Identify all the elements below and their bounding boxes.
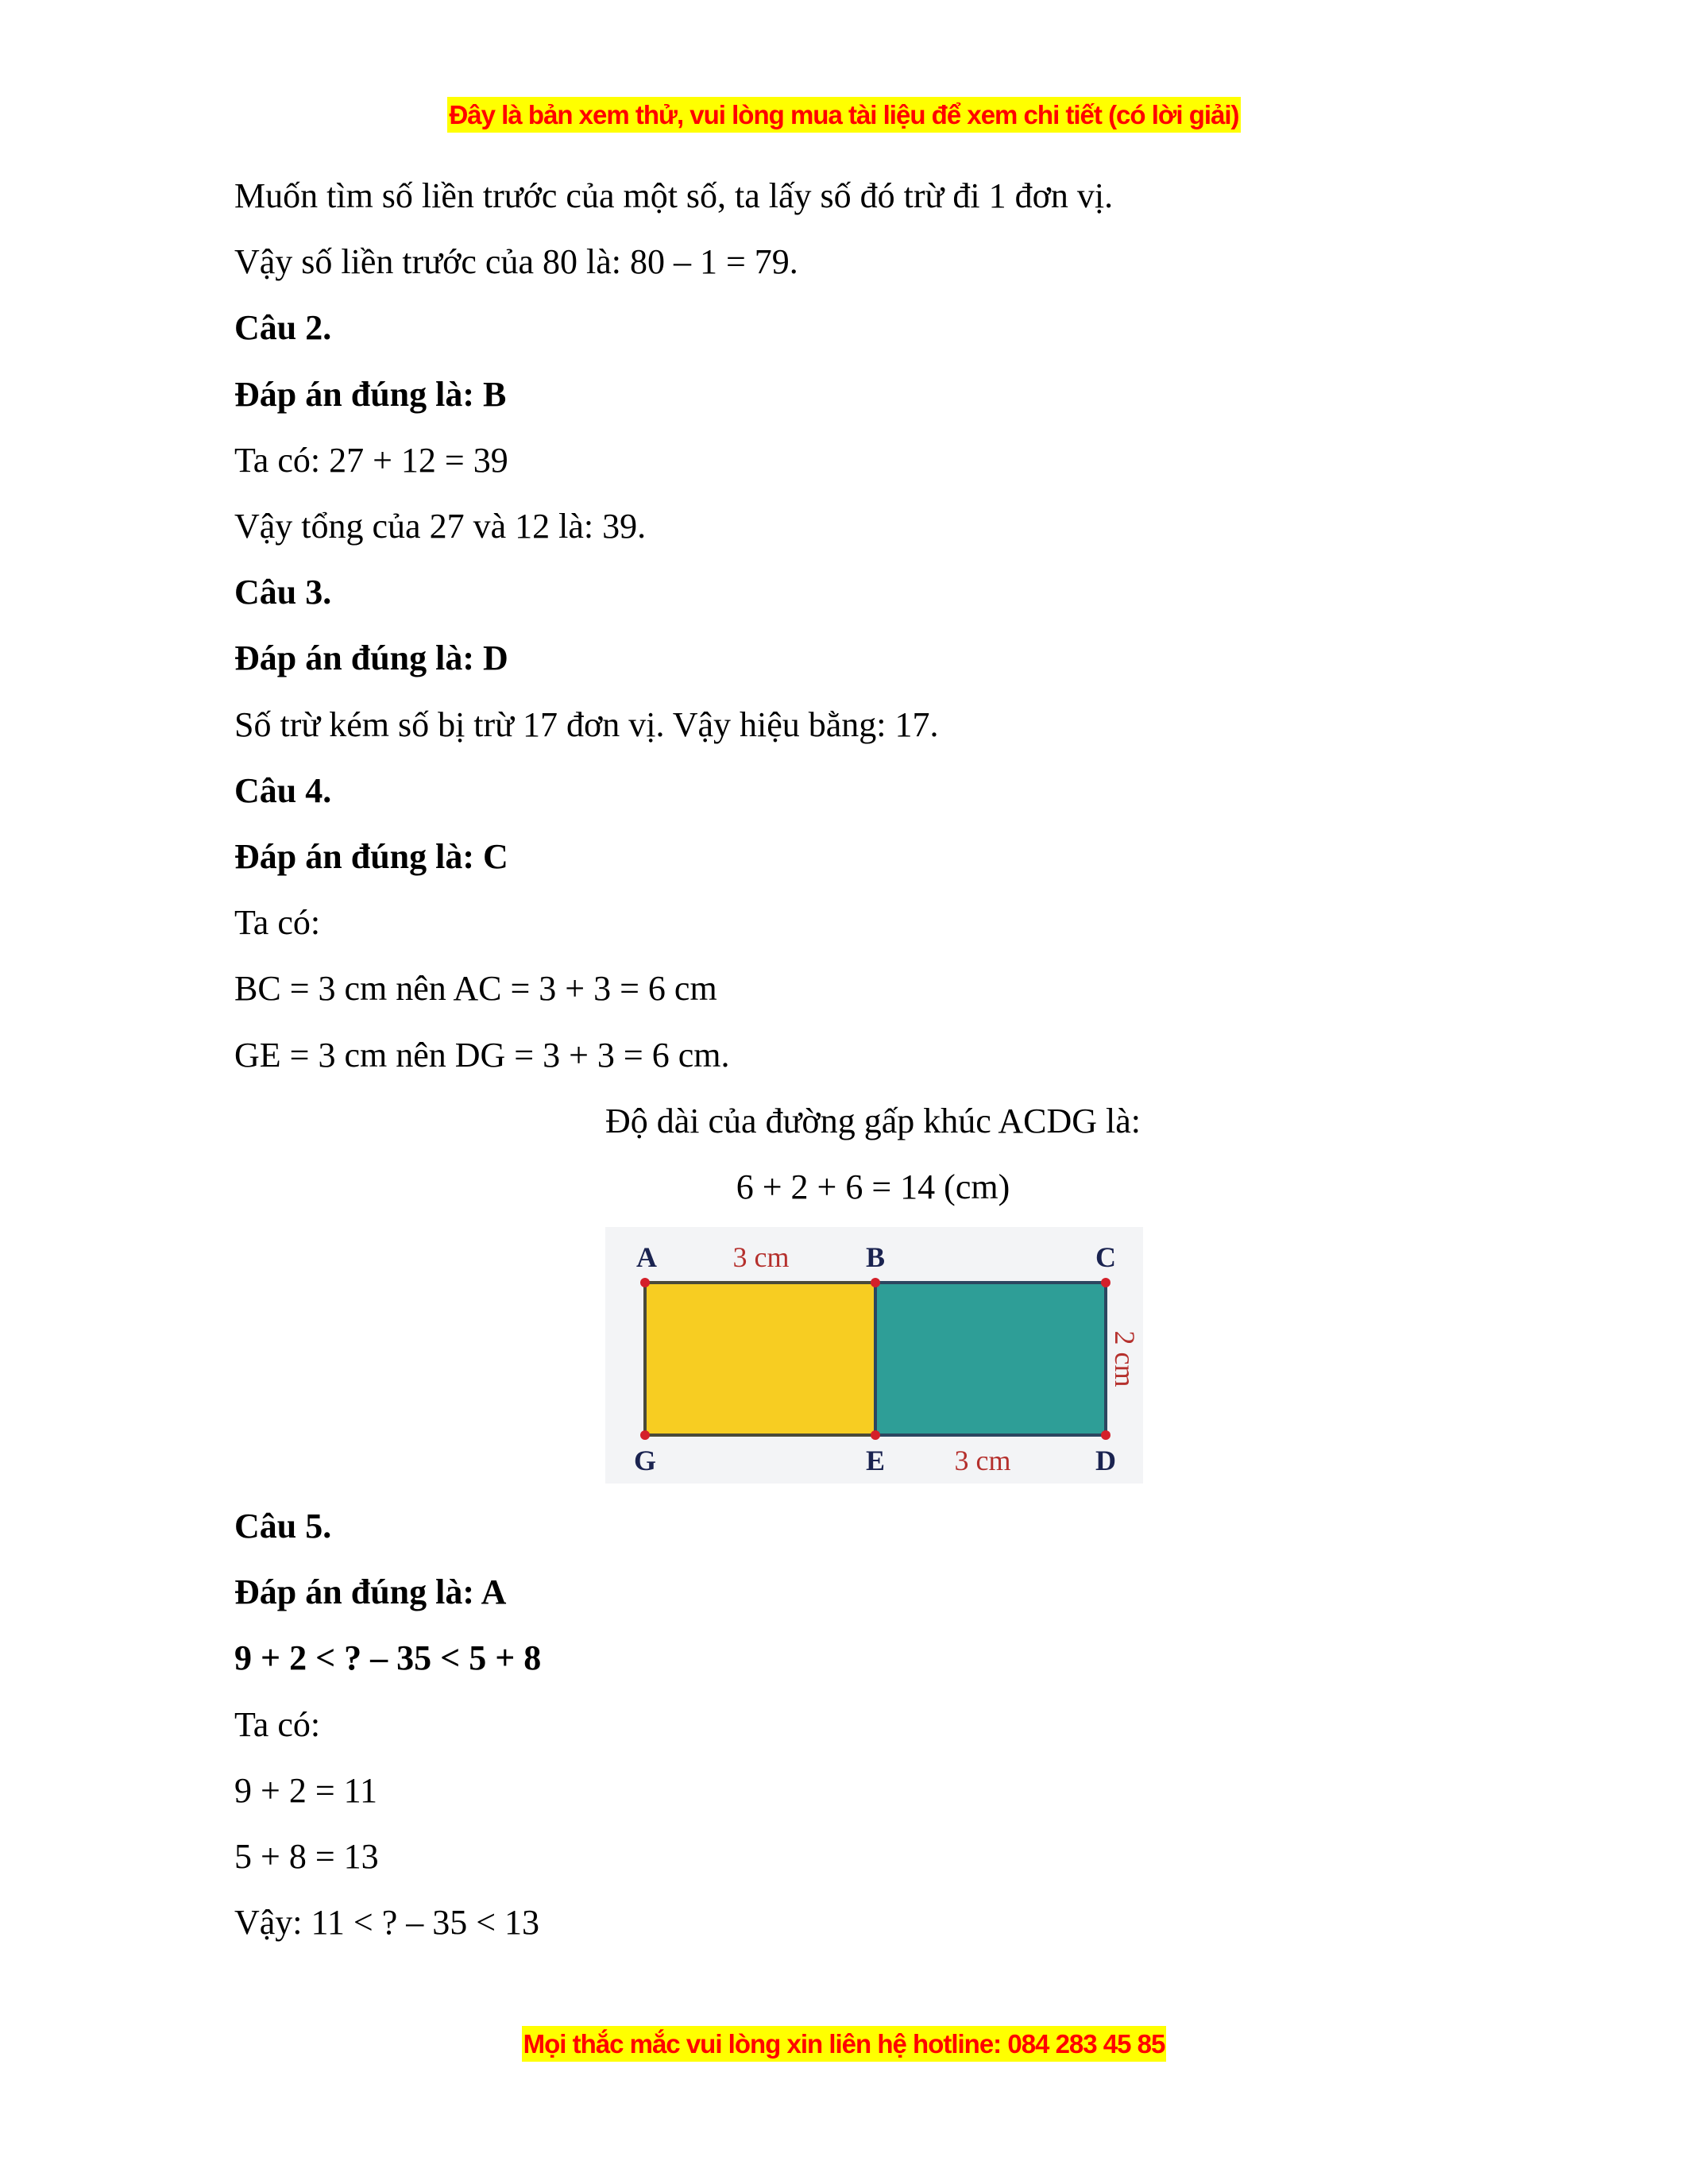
text-line: Đáp án đúng là: C bbox=[234, 837, 508, 877]
text-line: GE = 3 cm nên DG = 3 + 3 = 6 cm. bbox=[234, 1035, 730, 1075]
preview-notice-text: Đây là bản xem thử, vui lòng mua tài liệu để xem chi tiết (có lời giải) bbox=[447, 97, 1240, 133]
text-line: 6 + 2 + 6 = 14 (cm) bbox=[736, 1167, 1010, 1207]
point-label-a: A bbox=[636, 1241, 657, 1273]
text-line: Độ dài của đường gấp khúc ACDG là: bbox=[605, 1101, 1141, 1140]
text-line: Vậy tổng của 27 và 12 là: 39. bbox=[234, 507, 647, 546]
text-line: BC = 3 cm nên AC = 3 + 3 = 6 cm bbox=[234, 969, 717, 1009]
text-line: Câu 4. bbox=[234, 770, 332, 810]
text-line: Đáp án đúng là: D bbox=[234, 639, 508, 678]
point-dot-d bbox=[1101, 1430, 1111, 1440]
text-line: Số trừ kém số bị trừ 17 đơn vị. Vậy hiệu bằng: 17. bbox=[234, 704, 939, 744]
text-line: Đáp án đúng là: A bbox=[234, 1572, 507, 1612]
point-dot-b bbox=[871, 1278, 880, 1287]
solution-text-part1 bbox=[234, 163, 1474, 1220]
hotline-text: Mọi thắc mắc vui lòng xin liên hệ hotline: 084 283 45 85 bbox=[522, 2026, 1167, 2062]
text-line: Vậy: 11 < ? – 35 < 13 bbox=[234, 1903, 540, 1943]
text-line: Câu 3. bbox=[234, 573, 332, 612]
text-line: 9 + 2 < ? – 35 < 5 + 8 bbox=[234, 1638, 542, 1678]
text-line: 9 + 2 = 11 bbox=[234, 1770, 377, 1810]
point-label-e: E bbox=[865, 1445, 886, 1476]
yellow-rectangle-abeg bbox=[645, 1283, 875, 1435]
geometry-figure-acdg bbox=[605, 1227, 1143, 1484]
hotline-banner bbox=[0, 2029, 1688, 2059]
point-dot-c bbox=[1101, 1278, 1111, 1287]
preview-notice-banner bbox=[0, 100, 1688, 130]
point-dot-g bbox=[640, 1430, 650, 1440]
point-dot-a bbox=[640, 1278, 650, 1287]
text-line: Ta có: 27 + 12 = 39 bbox=[234, 440, 508, 480]
point-label-g: G bbox=[633, 1445, 657, 1476]
point-label-d: D bbox=[1095, 1445, 1116, 1476]
text-line: Câu 2. bbox=[234, 308, 332, 348]
text-line: Muốn tìm số liền trước của một số, ta lấy số đó trừ đi 1 đơn vị. bbox=[234, 176, 1114, 215]
text-line: Vậy số liền trước của 80 là: 80 – 1 = 79. bbox=[234, 242, 798, 282]
text-line: 5 + 8 = 13 bbox=[234, 1837, 379, 1877]
text-line: Ta có: bbox=[234, 903, 321, 943]
text-line: Đáp án đúng là: B bbox=[234, 374, 507, 414]
text-line: Ta có: bbox=[234, 1704, 321, 1744]
point-dot-e bbox=[871, 1430, 880, 1440]
text-line: Câu 5. bbox=[234, 1507, 332, 1545]
point-label-c: C bbox=[1095, 1241, 1116, 1273]
length-label-ed: 3 cm bbox=[954, 1445, 1011, 1476]
teal-rectangle-bcde bbox=[875, 1283, 1106, 1435]
solution-text-part2 bbox=[234, 1493, 1474, 1955]
length-label-cd: 2 cm bbox=[1109, 1330, 1141, 1387]
length-label-ab: 3 cm bbox=[732, 1241, 790, 1273]
point-label-b: B bbox=[865, 1241, 886, 1273]
